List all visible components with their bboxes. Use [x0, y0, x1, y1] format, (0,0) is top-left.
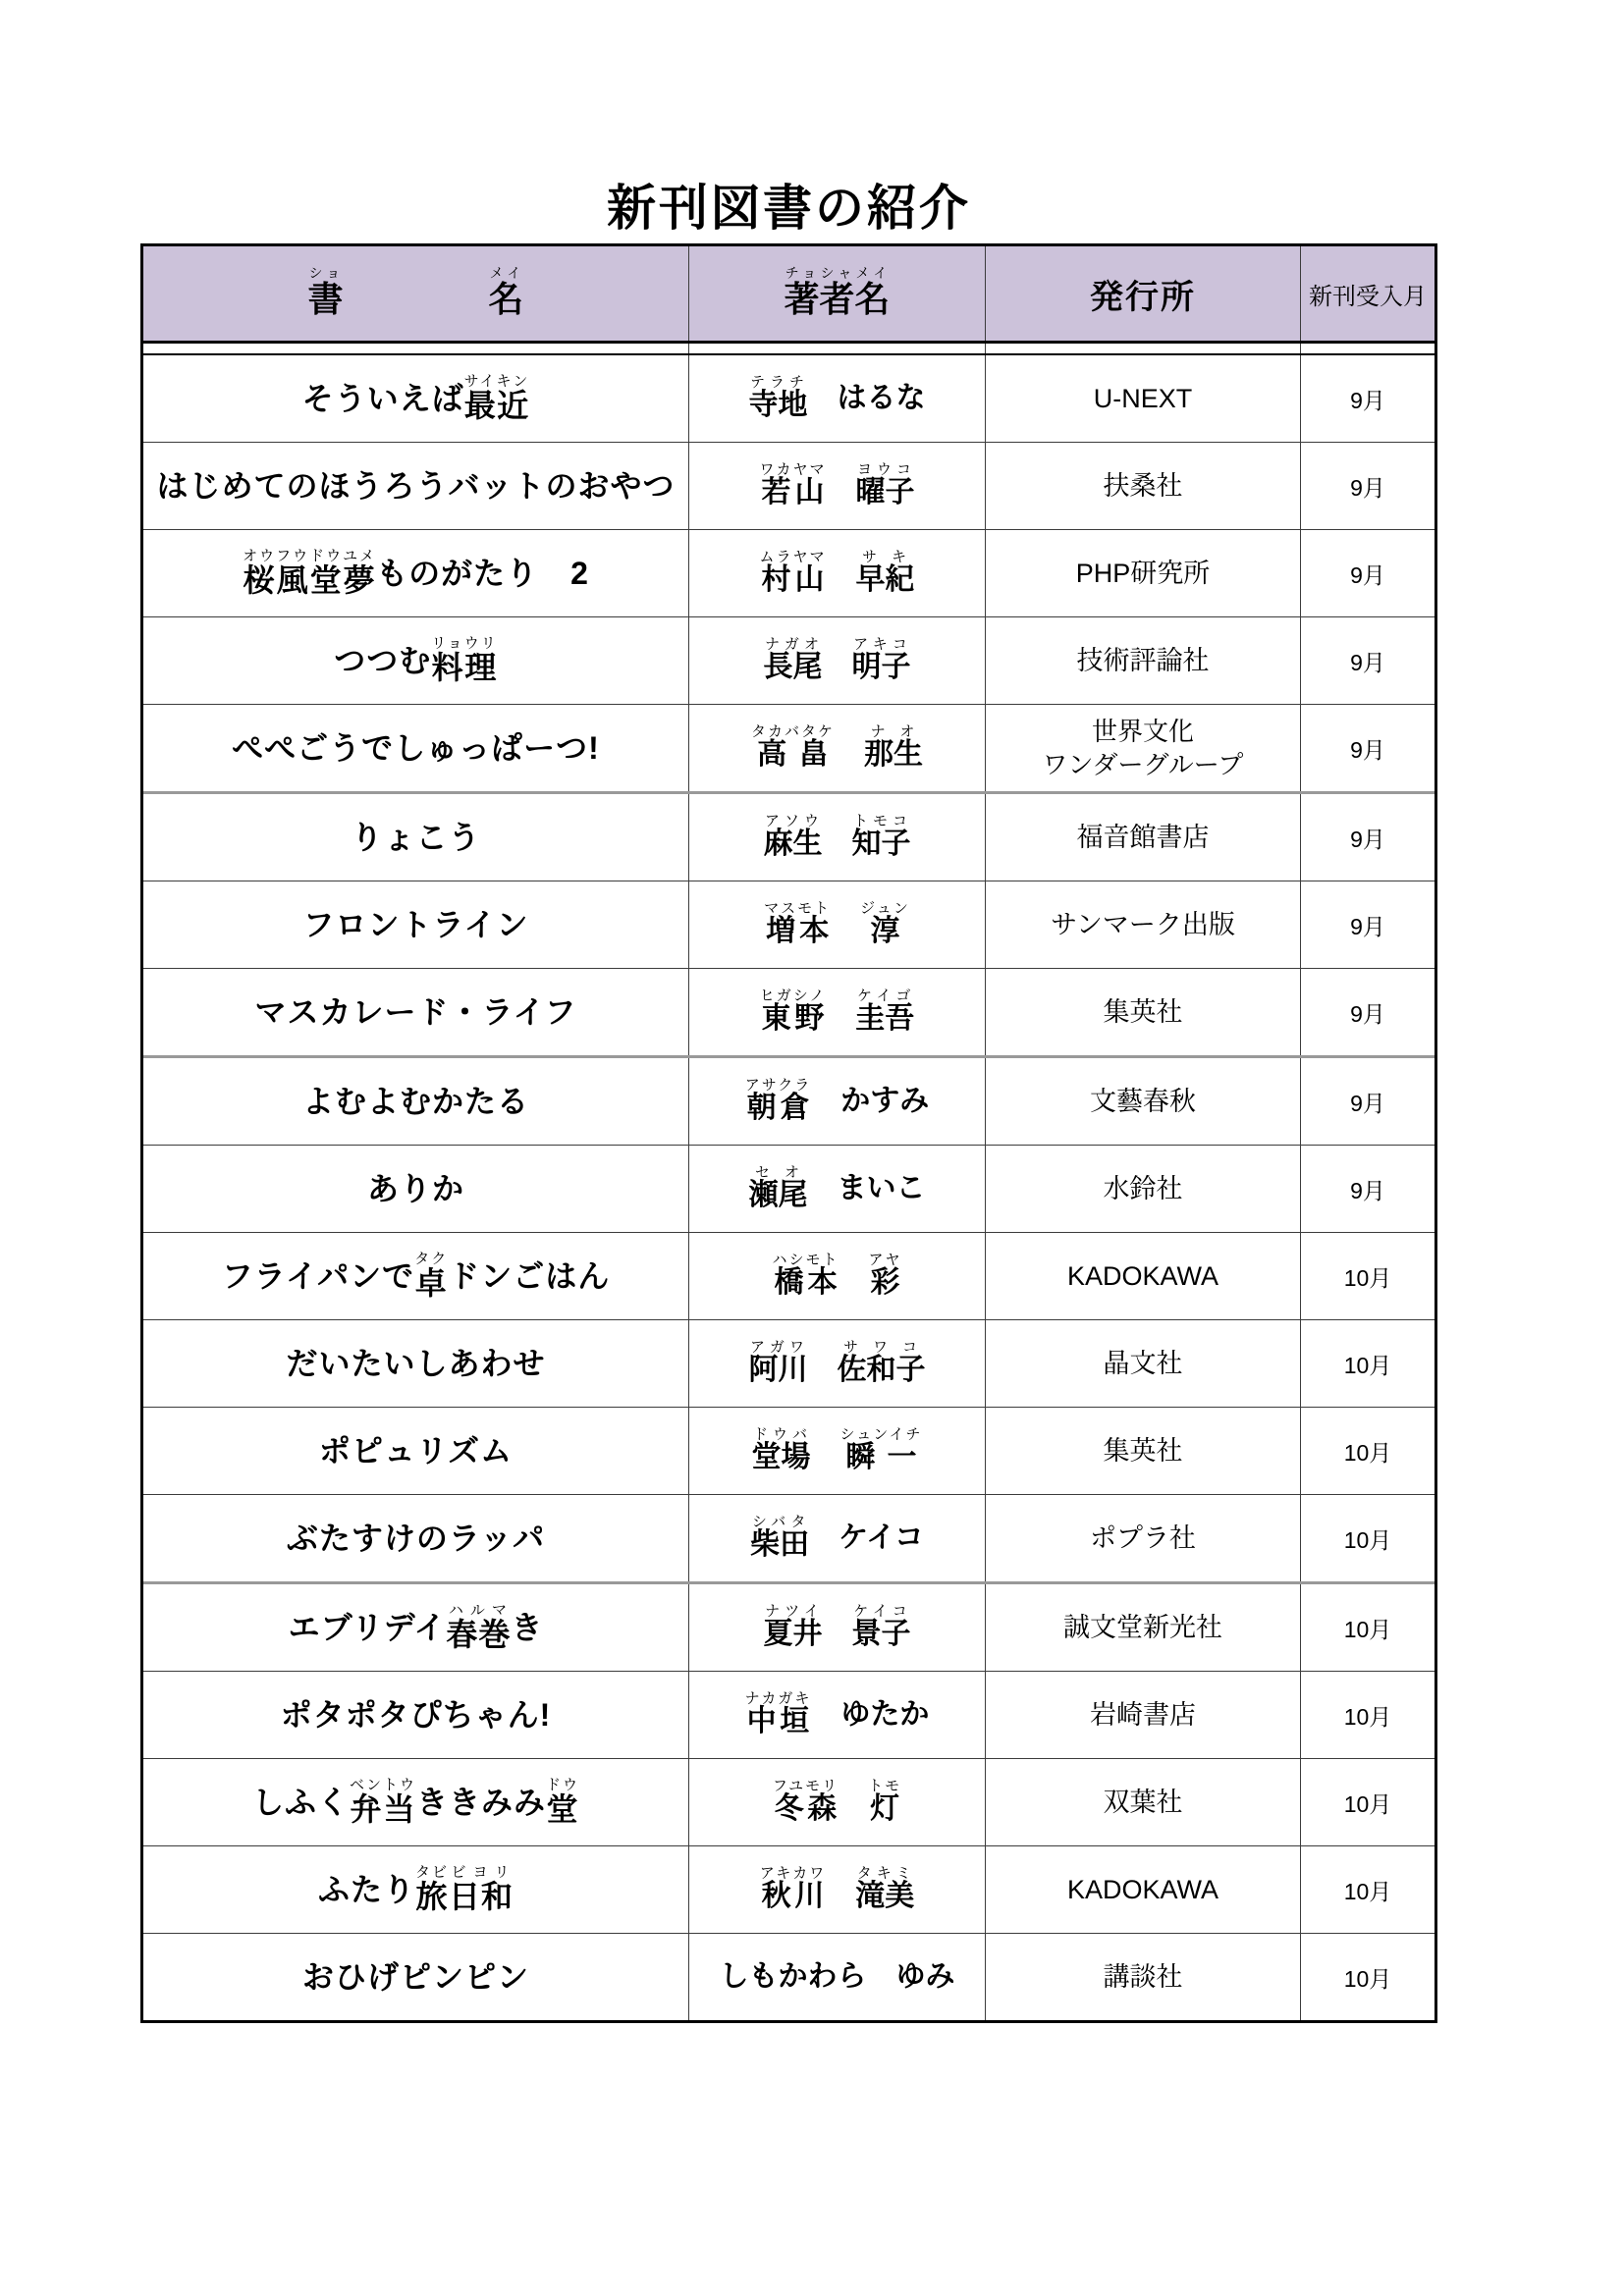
header-arrival-month: 新刊受入月 — [1309, 283, 1427, 310]
book-title-cell: ぺぺごうでしゅっぱーつ! — [143, 705, 689, 791]
publisher-cell: KADOKAWA — [986, 1846, 1301, 1933]
publisher-cell: U-NEXT — [986, 355, 1301, 442]
arrival-month-cell: 9月 — [1350, 1000, 1385, 1027]
arrival-month-cell: 10月 — [1343, 1264, 1392, 1291]
publisher-cell: 水鈴社 — [986, 1146, 1301, 1232]
publisher-cell: 誠文堂新光社 — [986, 1584, 1301, 1671]
book-title-cell: フロントライン — [143, 881, 689, 968]
publisher-cell: 講談社 — [986, 1934, 1301, 2020]
table-row — [143, 443, 1435, 530]
table-row — [143, 1584, 1435, 1672]
arrival-month-cell: 10月 — [1343, 1526, 1392, 1553]
author-cell: 寺地テラチ はるな — [689, 355, 986, 442]
book-title-cell: エブリデイ 春巻ハルマ き — [143, 1584, 689, 1671]
author-cell: しもかわら ゆみ — [689, 1934, 986, 2020]
arrival-month-cell: 10月 — [1343, 1439, 1392, 1466]
table-row — [143, 1759, 1435, 1846]
author-cell: 瀬尾セオ まいこ — [689, 1146, 986, 1232]
author-cell: 阿川アガワ 佐和子サワコ — [689, 1320, 986, 1407]
table-row — [143, 969, 1435, 1058]
author-cell: 朝倉アサクラ かすみ — [689, 1058, 986, 1145]
author-cell: 長尾ナガオ 明子アキコ — [689, 617, 986, 704]
new-books-table — [140, 243, 1437, 2023]
arrival-month-cell: 9月 — [1350, 826, 1385, 852]
arrival-month-cell: 9月 — [1350, 387, 1385, 413]
book-title-cell: はじめてのほうろうバットのおやつ — [143, 443, 689, 529]
book-title-cell: マスカレード・ライフ — [143, 969, 689, 1055]
table-row — [143, 1672, 1435, 1759]
author-cell: 高畠タカバタケ 那生ナオ — [689, 705, 986, 791]
publisher-cell: 福音館書店 — [986, 794, 1301, 881]
arrival-month-cell: 9月 — [1350, 474, 1385, 501]
author-cell: 村山ムラヤマ 早紀サキ — [689, 530, 986, 616]
publisher-cell: 扶桑社 — [986, 443, 1301, 529]
header-book-char1: 書ショ — [307, 265, 344, 319]
author-cell: 東野ヒガシノ 圭吾ケイゴ — [689, 969, 986, 1055]
arrival-month-cell: 9月 — [1350, 649, 1385, 675]
publisher-cell: PHP研究所 — [986, 530, 1301, 616]
arrival-month-cell: 9月 — [1350, 1090, 1385, 1116]
publisher-cell: ポプラ社 — [986, 1495, 1301, 1581]
publisher-cell: 技術評論社 — [986, 617, 1301, 704]
table-row — [143, 530, 1435, 617]
table-row — [143, 1934, 1435, 2020]
book-title-cell: ポタポタぴちゃん! — [143, 1672, 689, 1758]
table-row — [143, 355, 1435, 443]
arrival-month-cell: 10月 — [1343, 1616, 1392, 1642]
book-title-cell: りょこう — [143, 794, 689, 881]
author-cell: 冬森フユモリ 灯トモ — [689, 1759, 986, 1845]
arrival-month-cell: 9月 — [1350, 736, 1385, 763]
table-row — [143, 794, 1435, 881]
arrival-month-cell: 10月 — [1343, 1703, 1392, 1730]
header-author-label: 著者名チョシャメイ — [784, 265, 891, 319]
book-title-cell: 桜風堂オウフウドウ 夢ユメ ものがたり 2 — [143, 530, 689, 616]
arrival-month-cell: 10月 — [1343, 1878, 1392, 1904]
table-row — [143, 1058, 1435, 1146]
table-body — [143, 355, 1435, 2020]
author-cell: 麻生アソウ 知子トモコ — [689, 794, 986, 881]
table-row — [143, 1495, 1435, 1584]
table-row — [143, 1320, 1435, 1408]
author-cell: 中垣ナカガキ ゆたか — [689, 1672, 986, 1758]
book-title-cell: ありか — [143, 1146, 689, 1232]
author-cell: 堂場ドウバ 瞬一シュンイチ — [689, 1408, 986, 1494]
publisher-cell: サンマーク出版 — [986, 881, 1301, 968]
arrival-month-cell: 9月 — [1350, 561, 1385, 588]
arrival-month-cell: 10月 — [1343, 1790, 1392, 1817]
table-row — [143, 617, 1435, 705]
publisher-cell: 晶文社 — [986, 1320, 1301, 1407]
table-row — [143, 705, 1435, 794]
book-title-cell: よむよむかたる — [143, 1058, 689, 1145]
author-cell: 秋川アキカワ 滝美タキミ — [689, 1846, 986, 1933]
header-book-title — [143, 246, 689, 341]
header-double-rule — [143, 341, 1435, 355]
book-title-cell: そういえば 最近サイキン — [143, 355, 689, 442]
author-cell: 若山ワカヤマ 曜子ヨウコ — [689, 443, 986, 529]
table-row — [143, 1146, 1435, 1233]
book-title-cell: だいたいしあわせ — [143, 1320, 689, 1407]
header-author — [689, 246, 986, 341]
author-cell: 夏井ナツイ 景子ケイコ — [689, 1584, 986, 1671]
book-title-cell: ぶたすけのラッパ — [143, 1495, 689, 1581]
book-title-cell: ふたり 旅タビ 日和ビヨリ — [143, 1846, 689, 1933]
publisher-cell: 集英社 — [986, 1408, 1301, 1494]
arrival-month-cell: 10月 — [1343, 1352, 1392, 1378]
author-cell: 増本マスモト 淳ジュン — [689, 881, 986, 968]
book-title-cell: しふく 弁当ベントウ ききみみ 堂ドウ — [143, 1759, 689, 1845]
publisher-cell: 世界文化 ワンダーグループ — [986, 705, 1301, 791]
publisher-cell: 文藝春秋 — [986, 1058, 1301, 1145]
arrival-month-cell: 9月 — [1350, 1177, 1385, 1203]
table-row — [143, 1233, 1435, 1320]
table-row — [143, 881, 1435, 969]
book-title-cell: つつむ 料理リョウリ — [143, 617, 689, 704]
table-header-row — [143, 246, 1435, 341]
arrival-month-cell: 9月 — [1350, 913, 1385, 939]
publisher-cell: 集英社 — [986, 969, 1301, 1055]
book-title-cell: フライパンで 卓タク ドンごはん — [143, 1233, 689, 1319]
publisher-cell: KADOKAWA — [986, 1233, 1301, 1319]
header-book-char2: 名メイ — [488, 265, 524, 319]
author-cell: 柴田シバタ ケイコ — [689, 1495, 986, 1581]
table-row — [143, 1408, 1435, 1495]
publisher-cell: 双葉社 — [986, 1759, 1301, 1845]
author-cell: 橋本ハシモト 彩アヤ — [689, 1233, 986, 1319]
header-publisher: 発行所 — [986, 246, 1301, 341]
table-row — [143, 1846, 1435, 1934]
publisher-cell: 岩崎書店 — [986, 1672, 1301, 1758]
arrival-month-cell: 10月 — [1343, 1965, 1392, 1992]
page-title: 新刊図書の紹介 — [607, 180, 971, 236]
book-title-cell: おひげピンピン — [143, 1934, 689, 2020]
book-title-cell: ポピュリズム — [143, 1408, 689, 1494]
